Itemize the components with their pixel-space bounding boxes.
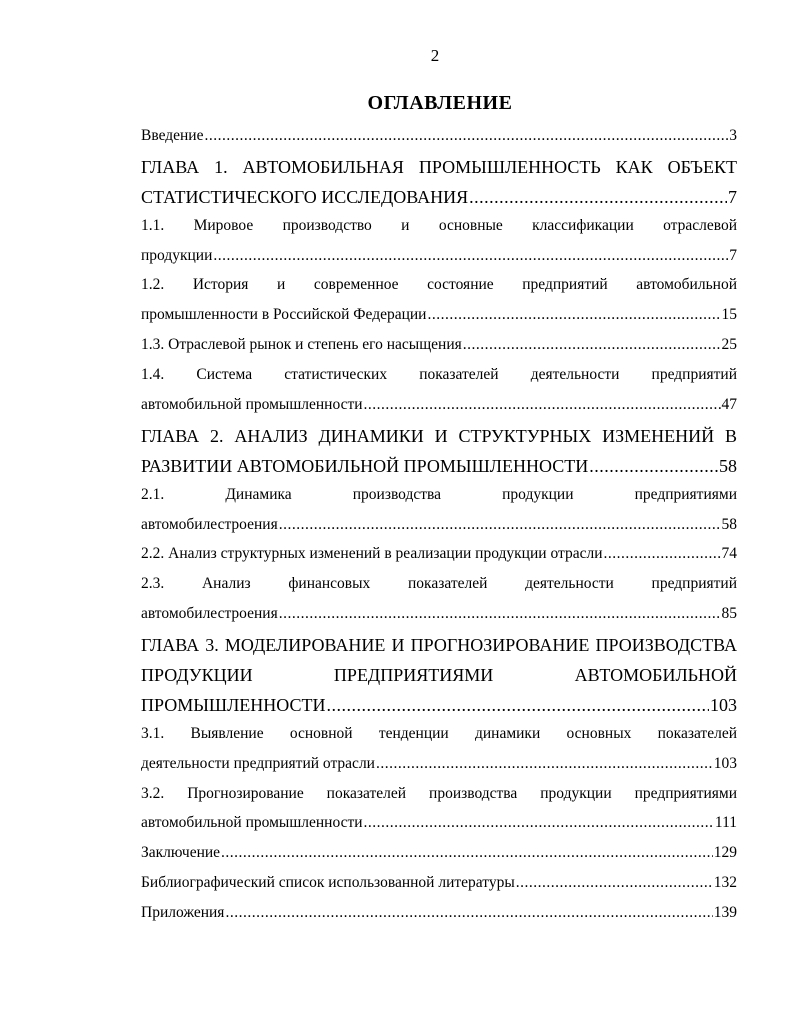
toc-entry-text: промышленности в Российской Федерации <box>141 306 427 324</box>
toc-entry-text: автомобильной промышленности <box>141 396 363 414</box>
toc-page-number: 3 <box>729 127 737 144</box>
dot-leader <box>364 396 721 414</box>
dot-leader <box>427 306 720 324</box>
page-number: 2 <box>430 46 440 65</box>
toc-page-number: 47 <box>721 396 737 414</box>
toc-section-1-2-line-2[interactable] <box>141 306 737 324</box>
toc-entry-text: Приложения <box>141 904 225 922</box>
toc-page-number: 103 <box>710 694 737 715</box>
toc-section-3-1-line-2[interactable] <box>141 755 737 773</box>
dot-leader <box>225 904 712 922</box>
dot-leader <box>604 545 721 563</box>
toc-chapter-2-line-1[interactable]: ГЛАВА 2. АНАЛИЗ ДИНАМИКИ И СТРУКТУРНЫХ ИЗМЕНЕНИЙ В <box>141 425 737 446</box>
toc-page-number: 58 <box>719 455 737 476</box>
toc-entry-text: 1.3. Отраслевой рынок и степень его насыщения <box>141 336 462 354</box>
toc-page-number: 25 <box>721 336 737 354</box>
dot-leader <box>279 605 721 623</box>
toc-section-2-2[interactable] <box>141 545 737 563</box>
toc-entry-bibliography[interactable] <box>141 874 737 892</box>
toc-entry-text: автомобилестроения <box>141 605 278 623</box>
toc-section-2-3-line-2[interactable] <box>141 605 737 623</box>
toc-section-2-1-line-1[interactable]: 2.1. Динамика производства продукции предприятиями <box>141 485 737 503</box>
toc-chapter-1-line-2[interactable] <box>141 187 737 208</box>
toc-page-number: 7 <box>729 246 737 264</box>
toc-section-1-4-line-1[interactable]: 1.4. Система статистических показателей деятельности предприятий <box>141 366 737 384</box>
toc-section-1-4-line-2[interactable] <box>141 396 737 414</box>
table-of-contents <box>141 127 737 934</box>
toc-page-number: 103 <box>713 754 737 772</box>
toc-page-number: 15 <box>721 306 737 324</box>
dot-leader <box>376 755 713 773</box>
toc-entry-text: продукции <box>141 246 213 264</box>
toc-section-2-3-line-1[interactable]: 2.3. Анализ финансовых показателей деятельности предприятий <box>141 575 737 593</box>
dot-leader <box>589 456 718 477</box>
toc-section-3-1-line-1[interactable]: 3.1. Выявление основной тенденции динамики основных показателей <box>141 724 737 742</box>
toc-page-number: 139 <box>713 904 737 922</box>
toc-chapter-3-line-1[interactable]: ГЛАВА 3. МОДЕЛИРОВАНИЕ И ПРОГНОЗИРОВАНИЕ ПРОИЗВОДСТВА <box>141 635 737 656</box>
toc-page-number: 58 <box>721 515 737 533</box>
toc-entry-text: автомобилестроения <box>141 515 278 533</box>
dot-leader <box>327 695 709 716</box>
toc-entry-text: 2.2. Анализ структурных изменений в реализации продукции отрасли <box>141 545 603 563</box>
toc-section-2-1-line-2[interactable] <box>141 516 737 534</box>
toc-entry-text: СТАТИСТИЧЕСКОГО ИССЛЕДОВАНИЯ <box>141 186 469 207</box>
toc-chapter-3-line-2[interactable]: ПРОДУКЦИИ ПРЕДПРИЯТИЯМИ АВТОМОБИЛЬНОЙ <box>141 665 737 686</box>
toc-entry-text: Библиографический список использованной литературы <box>141 874 515 892</box>
dot-leader <box>516 874 713 892</box>
toc-page-number: 132 <box>713 874 737 892</box>
toc-entry-text: ПРОМЫШЛЕННОСТИ <box>141 694 326 715</box>
toc-section-3-2-line-1[interactable]: 3.2. Прогнозирование показателей производства продукции предприятиями <box>141 784 737 802</box>
toc-entry-text: деятельности предприятий отрасли <box>141 754 375 772</box>
toc-chapter-3-line-3[interactable] <box>141 695 737 716</box>
toc-entry-text: Введение <box>141 127 204 144</box>
toc-entry-text: РАЗВИТИИ АВТОМОБИЛЬНОЙ ПРОМЫШЛЕННОСТИ <box>141 455 589 476</box>
toc-page-number: 111 <box>714 814 737 832</box>
toc-chapter-1-line-1[interactable]: ГЛАВА 1. АВТОМОБИЛЬНАЯ ПРОМЫШЛЕННОСТЬ КАК ОБЪЕКТ <box>141 156 737 177</box>
dot-leader <box>279 516 721 534</box>
dot-leader <box>364 814 714 832</box>
dot-leader <box>221 844 713 862</box>
dot-leader <box>204 127 728 145</box>
toc-section-1-2-line-1[interactable]: 1.2. История и современное состояние предприятий автомобильной <box>141 276 737 294</box>
toc-section-1-1-line-1[interactable]: 1.1. Мировое производство и основные классификации отраслевой <box>141 216 737 234</box>
dot-leader <box>463 336 721 354</box>
toc-chapter-2-line-2[interactable] <box>141 456 737 477</box>
toc-title: ОГЛАВЛЕНИЕ <box>367 92 513 114</box>
dot-leader <box>469 187 727 208</box>
toc-page-number: 85 <box>721 605 737 623</box>
toc-entry-text: автомобильной промышленности <box>141 814 363 832</box>
toc-page-number: 129 <box>713 844 737 862</box>
toc-entry-conclusion[interactable] <box>141 844 737 862</box>
toc-section-1-1-line-2[interactable] <box>141 247 737 265</box>
toc-page-number: 74 <box>721 545 737 563</box>
toc-entry-text: Заключение <box>141 844 221 862</box>
toc-section-1-3[interactable] <box>141 336 737 354</box>
toc-entry-appendix[interactable] <box>141 904 737 922</box>
toc-entry-intro[interactable] <box>141 127 737 145</box>
toc-page-number: 7 <box>728 186 737 207</box>
dot-leader <box>213 247 728 265</box>
toc-section-3-2-line-2[interactable] <box>141 814 737 832</box>
